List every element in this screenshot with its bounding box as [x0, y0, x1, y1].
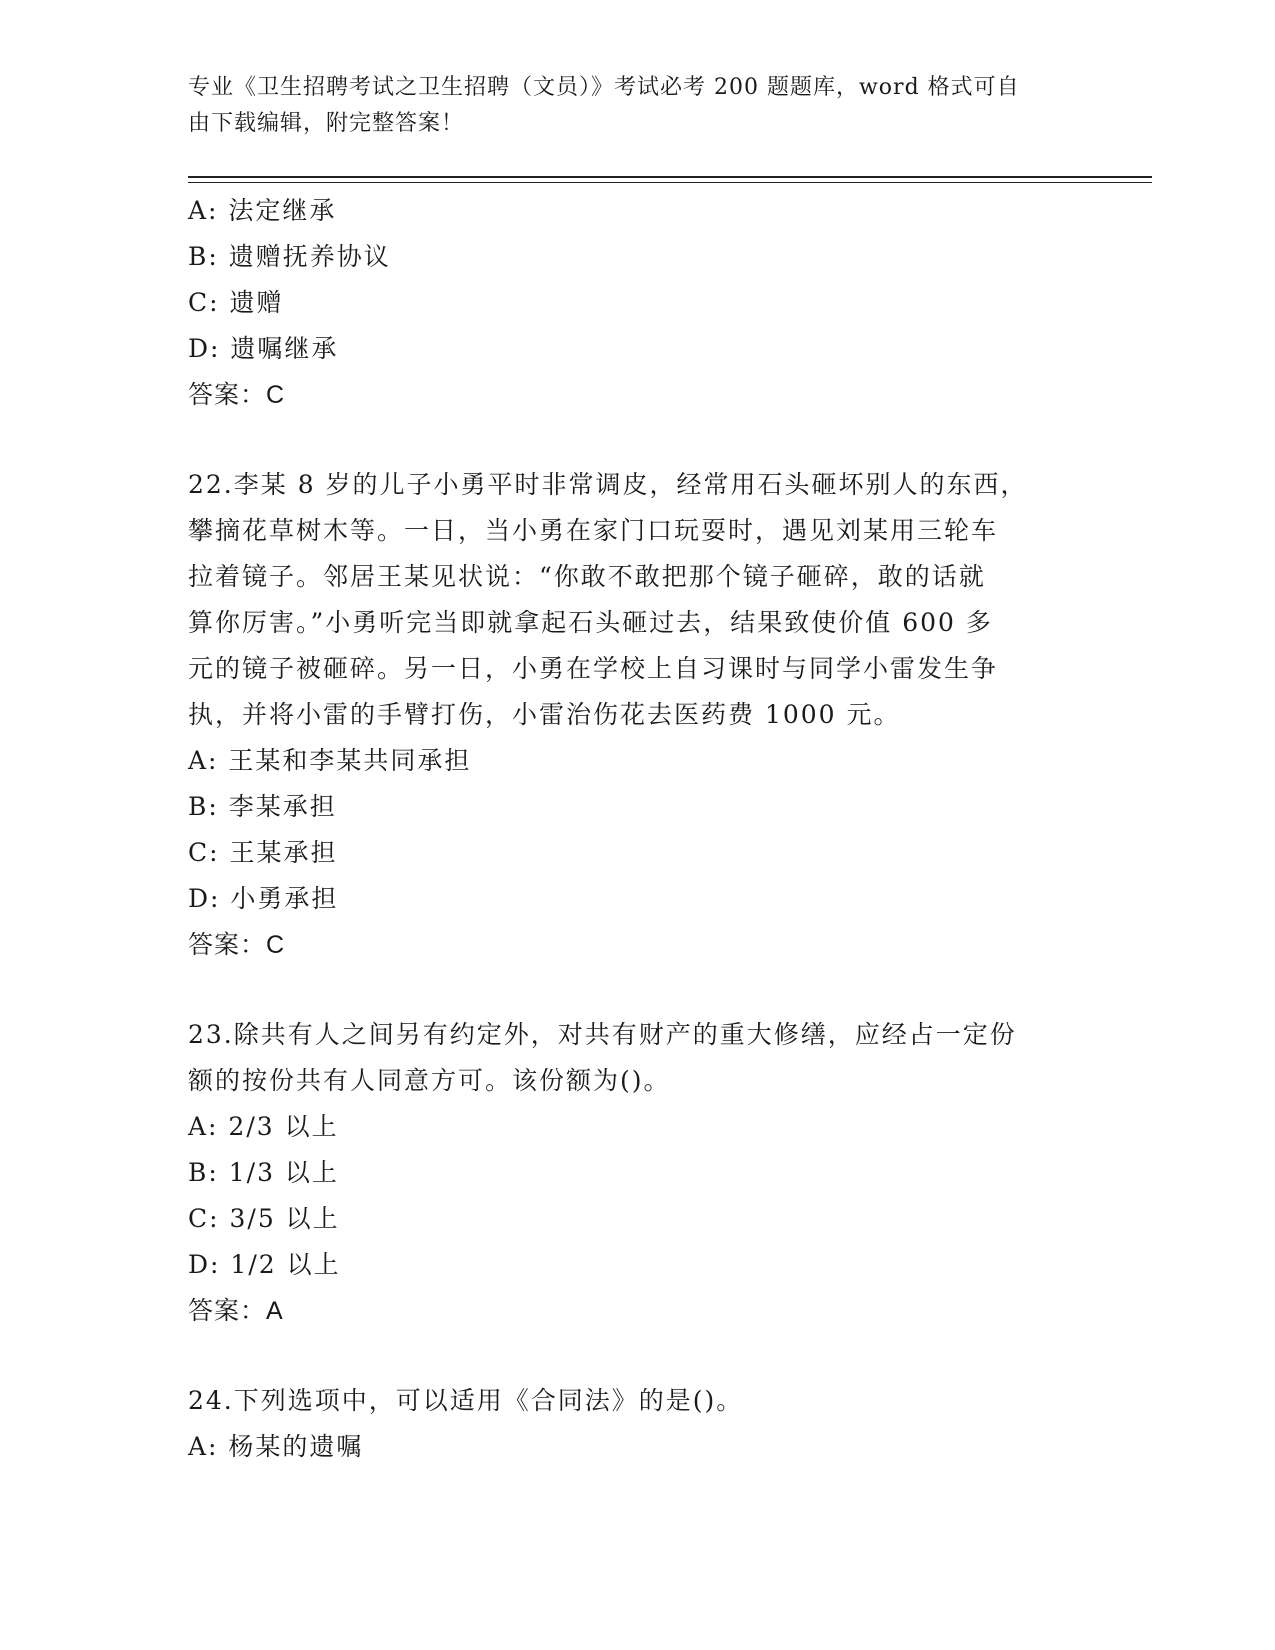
document-header	[188, 70, 1068, 142]
question-stem	[188, 1012, 1078, 1104]
stem-line: 22.李某 8 岁的儿子小勇平时非常调皮，经常用石头砸坏别人的东西，	[188, 470, 1028, 499]
question-22	[188, 462, 1088, 968]
option-a: A: 杨某的遗嘱	[188, 1432, 364, 1461]
option-c: C: 3/5 以上	[188, 1204, 340, 1233]
stem-line: 元的镜子被砸碎。另一日，小勇在学校上自习课时与同学小雷发生争	[188, 654, 999, 683]
stem-line: 攀摘花草树木等。一日，当小勇在家门口玩耍时，遇见刘某用三轮车	[188, 516, 999, 545]
option-d: D: 1/2 以上	[188, 1250, 341, 1279]
header-line-1: 专业《卫生招聘考试之卫生招聘（文员）》考试必考 200 题题库，word 格式可自	[188, 75, 1020, 100]
option-d: D: 小勇承担	[188, 884, 339, 913]
option-c: C: 遗赠	[188, 288, 284, 317]
option-d: D: 遗嘱继承	[188, 334, 339, 363]
question-stem	[188, 462, 1078, 738]
header-line-2: 由下载编辑，附完整答案！	[188, 111, 465, 136]
spacer	[188, 968, 1088, 1012]
stem-line: 执，并将小雷的手臂打伤，小雷治伤花去医药费 1000 元。	[188, 700, 901, 729]
header-rule-thick	[188, 176, 1152, 178]
stem-line: 24.下列选项中，可以适用《合同法》的是()。	[188, 1386, 744, 1415]
question-stem	[188, 1378, 1078, 1424]
answer-line: 答案：C	[188, 381, 286, 409]
option-c: C: 王某承担	[188, 838, 338, 867]
stem-line: 23.除共有人之间另有约定外，对共有财产的重大修缮，应经占一定份	[188, 1020, 1017, 1049]
option-b: B: 1/3 以上	[188, 1158, 339, 1187]
spacer	[188, 418, 1088, 462]
question-content	[188, 188, 1088, 1470]
option-a: A: 王某和李某共同承担	[188, 746, 472, 775]
answer-line: 答案：A	[188, 1297, 284, 1325]
spacer	[188, 1334, 1088, 1378]
option-b: B: 遗赠抚养协议	[188, 242, 391, 271]
answer-line: 答案：C	[188, 931, 286, 959]
question-21	[188, 188, 1088, 418]
stem-line: 算你厉害。”小勇听完当即就拿起石头砸过去，结果致使价值 600 多	[188, 608, 993, 637]
header-rule-thin	[188, 182, 1152, 183]
stem-line: 拉着镜子。邻居王某见状说：“你敢不敢把那个镜子砸碎，敢的话就	[188, 562, 986, 591]
question-24	[188, 1378, 1088, 1470]
option-a: A: 2/3 以上	[188, 1112, 339, 1141]
stem-line: 额的按份共有人同意方可。该份额为()。	[188, 1066, 671, 1095]
question-23	[188, 1012, 1088, 1334]
option-a: A: 法定继承	[188, 196, 337, 225]
option-b: B: 李某承担	[188, 792, 337, 821]
